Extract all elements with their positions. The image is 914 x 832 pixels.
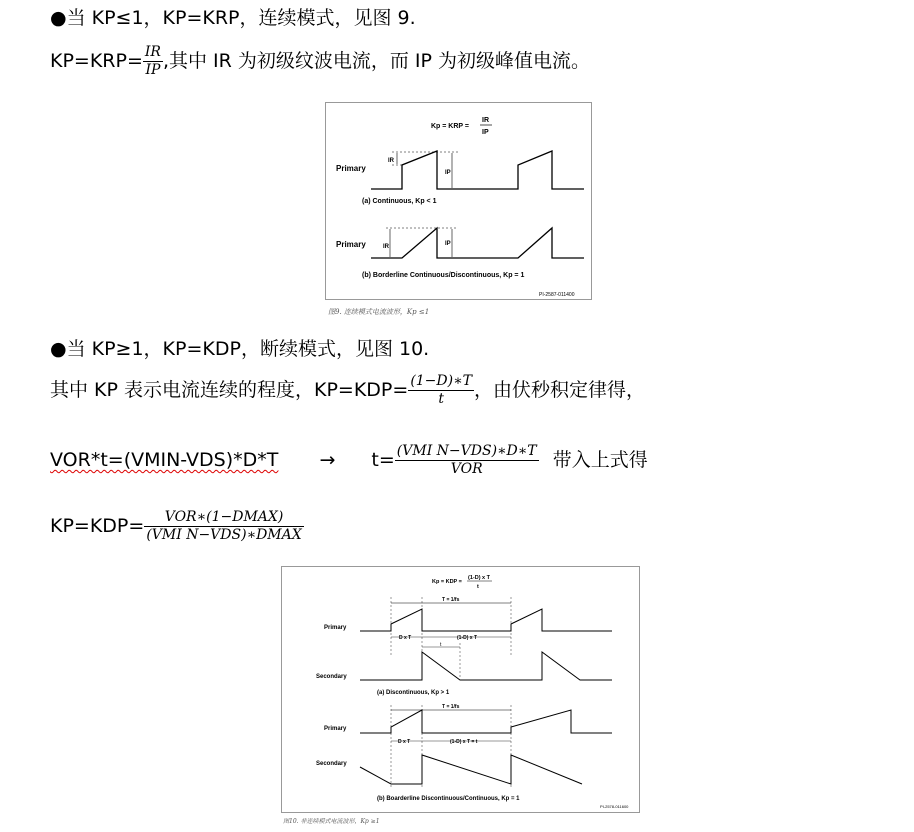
fig9-formula-lhs: Kp = KRP = bbox=[431, 123, 469, 130]
fig9-formula-den: IP bbox=[482, 129, 489, 136]
kp-kdp-definition-line bbox=[50, 373, 645, 408]
t-lhs: t= bbox=[371, 449, 395, 471]
fig10-t-label-b: T = 1/fs bbox=[442, 704, 460, 710]
fraction-numerator: VOR∗(1−DMAX) bbox=[144, 509, 303, 527]
fig9-waveform-a bbox=[371, 151, 584, 189]
t-fraction bbox=[395, 443, 539, 478]
vor-equation: VOR*t=(VMIN-VDS)*D*T bbox=[50, 449, 279, 471]
fig9-formula-num: IR bbox=[482, 117, 489, 124]
fig10-t-small: t bbox=[440, 642, 442, 648]
fig9-caption-b: (b) Borderline Continuous/Discontinuous, Kp = 1 bbox=[362, 272, 525, 279]
fig10-secondary-wave-a bbox=[360, 652, 612, 680]
fraction-numerator: (1−D)∗T bbox=[410, 373, 472, 389]
fig9-code: PI-2587-011400 bbox=[539, 292, 575, 298]
bullet: ● bbox=[50, 338, 67, 360]
line5-post: 带入上式得 bbox=[552, 449, 648, 471]
fraction-denominator: t bbox=[438, 391, 444, 407]
fig10-caption-a: (a) Discontinuous, Kp > 1 bbox=[377, 690, 450, 696]
fig10-caption: 图10. 非连续模式电流波形，Kp ≥1 bbox=[283, 818, 380, 825]
fig9-waveform-b bbox=[371, 228, 584, 258]
line3-text: 当 KP≥1，KP=KDP，断续模式，见图 10. bbox=[66, 338, 430, 360]
figure-10 bbox=[281, 566, 640, 813]
fig9-ip-b: IP bbox=[445, 241, 451, 247]
fraction-denominator: VOR bbox=[450, 461, 483, 477]
line4-post: ，由伏秒积定律得， bbox=[473, 379, 645, 401]
fig10-1md-a: (1-D) x T bbox=[457, 635, 477, 641]
fig10-primary-a: Primary bbox=[324, 625, 347, 631]
kp-kdp-lhs: KP=KDP= bbox=[50, 515, 145, 537]
fig9-ip-a: IP bbox=[445, 170, 451, 176]
fig10-secondary-b: Secondary bbox=[316, 761, 347, 767]
fig10-formula-den: t bbox=[477, 584, 479, 590]
line1-text: 当 KP≤1，KP=KRP，连续模式，见图 9. bbox=[66, 7, 416, 29]
fig9-ir-b: IR bbox=[383, 244, 389, 250]
kdp-fraction bbox=[408, 373, 474, 408]
fig9-caption: 图9. 连续模式电流波形，Kp ≤1 bbox=[328, 308, 430, 316]
fig10-secondary-a: Secondary bbox=[316, 674, 347, 680]
bullet: ● bbox=[50, 7, 67, 29]
kp-krp-rest: ,其中 IR 为初级纹波电流，而 IP 为初级峰值电流。 bbox=[162, 50, 591, 72]
kp-krp-line bbox=[50, 44, 590, 79]
fig10-1md-b: (1-D) x T = t bbox=[450, 739, 478, 745]
fraction-denominator: (VMI N−VDS)∗DMAX bbox=[146, 527, 302, 543]
fig10-formula-num: (1-D) x T bbox=[468, 575, 490, 581]
fig10-formula-lhs: Kp = KDP = bbox=[432, 579, 462, 585]
kp-krp-lhs: KP=KRP= bbox=[50, 50, 143, 72]
fraction-denominator: IP bbox=[145, 62, 161, 78]
bullet-line-2 bbox=[50, 334, 429, 361]
volt-second-line bbox=[50, 443, 648, 478]
fig10-dxt-b: D x T bbox=[398, 739, 411, 745]
fig9-primary-b: Primary bbox=[336, 240, 366, 249]
ir-ip-fraction bbox=[143, 44, 163, 79]
fraction-numerator: (VMI N−VDS)∗D∗T bbox=[396, 443, 537, 459]
kp-kdp-result-line bbox=[50, 509, 304, 544]
bullet-line-1 bbox=[50, 3, 416, 30]
kdp-result-fraction bbox=[144, 509, 303, 544]
fig10-t-label-a: T = 1/fs bbox=[442, 597, 460, 603]
fig9-caption-a: (a) Continuous, Kp < 1 bbox=[362, 198, 437, 205]
figure-9 bbox=[325, 102, 592, 300]
figure-10-drawing bbox=[282, 567, 639, 812]
fraction-numerator: IR bbox=[144, 44, 161, 60]
line4-pre: 其中 KP 表示电流连续的程度，KP=KDP= bbox=[50, 379, 409, 401]
arrow: → bbox=[319, 449, 336, 471]
fig10-primary-b: Primary bbox=[324, 726, 347, 732]
fig10-dxt-a: D x T bbox=[399, 635, 412, 641]
fig10-primary-wave-b bbox=[360, 710, 612, 733]
fig10-secondary-wave-b bbox=[360, 755, 582, 784]
fig10-primary-wave-a bbox=[360, 609, 612, 631]
fig9-ir-a: IR bbox=[388, 158, 394, 164]
fig10-code: PI-2578-011600 bbox=[600, 804, 629, 809]
fig10-caption-b: (b) Boarderline Discontinuous/Continuous, Kp = 1 bbox=[377, 796, 520, 802]
figure-9-drawing bbox=[326, 103, 591, 299]
fig9-primary-a: Primary bbox=[336, 164, 366, 173]
